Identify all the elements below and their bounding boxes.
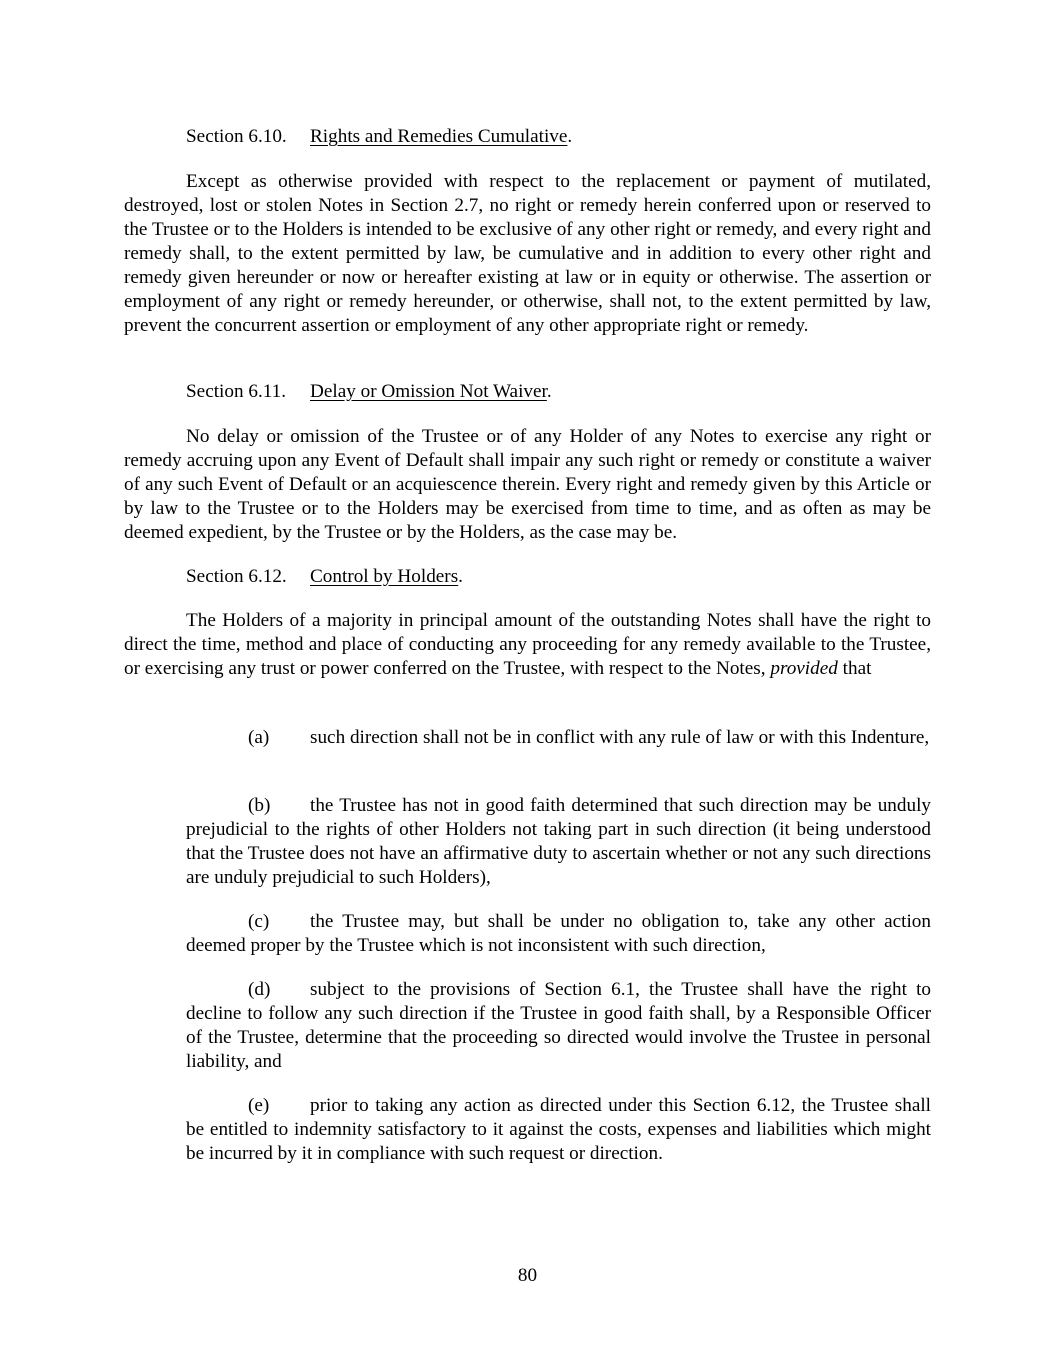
body-text: The Holders of a majority in principal amount of the outstanding Notes shall have the right to direct the time, method and place of conducting any proceeding for any remedy available to the Trustee, or exercising any trust or power conferred on the Trustee, with respect to the Notes, [124,610,931,679]
item-label: (c) [248,911,270,932]
item-text: the Trustee has not in good faith determined that such direction may be unduly prejudicial to the rights of other Holders not taking part in such direction (it being understood that the Trustee does not have an affirmative duty to ascertain whether or not any such directions are unduly prejudicial to such Holders), [186,795,931,888]
section-heading-6-11: Section 6.11. Delay or Omission Not Waiver. [186,381,552,402]
list-item [186,978,931,1074]
item-label: (b) [248,795,271,816]
list-item [186,910,931,958]
list-item [186,726,931,750]
item-text: the Trustee may, but shall be under no obligation to, take any other action deemed proper by the Trustee which is not inconsistent with such direction, [186,911,931,956]
item-text: subject to the provisions of Section 6.1, the Trustee shall have the right to decline to follow any such direction if the Trustee in good faith shall, by a Responsible Officer of the Trustee, determine that the proceeding so directed would involve the Trustee in personal liability, and [186,979,931,1072]
item-label: (d) [248,979,271,1000]
section-body-6-10: Except as otherwise provided with respect to the replacement or payment of mutilated, destroyed, lost or stolen Notes in Section 2.7, no right or remedy herein conferred upon or reserved to the Trustee or to the Holders is intended to be exclusive of any other right or remedy, and every right and remedy shall, to the extent permitted by law, be cumulative and in addition to every other right and remedy given hereunder or now or hereafter existing at law or in equity or otherwise. The assertion or employment of any right or remedy hereunder, or otherwise, shall not, to the extent permitted by law, prevent the concurrent assertion or employment of any other appropriate right or remedy. [124,171,931,336]
section-number: Section 6.11. [186,381,287,402]
section-title: Delay or Omission Not Waiver [310,381,547,402]
body-italic: provided [770,658,838,679]
section-heading-6-12: Section 6.12. Control by Holders. [186,566,463,587]
list-item [186,794,931,890]
section-heading-6-10: Section 6.10. Rights and Remedies Cumulative. [186,126,573,147]
body-tail: that [842,658,872,679]
item-text: such direction shall not be in conflict with any rule of law or with this Indenture, [310,727,930,748]
list-item [186,1094,931,1166]
item-label: (a) [248,727,270,748]
section-body-6-11: No delay or omission of the Trustee or of any Holder of any Notes to exercise any right or remedy accruing upon any Event of Default shall impair any such right or remedy or constitute a waiver of any such Event of Default or an acquiescence therein. Every right and remedy given by this Article or by law to the Trustee or to the Holders may be exercised from time to time, and as often as may be deemed expedient, by the Trustee or by the Holders, as the case may be. [124,426,931,543]
page-number: 80 [517,1265,538,1286]
section-body-6-12 [124,609,931,681]
section-number: Section 6.10. [186,126,287,147]
section-title: Control by Holders [310,566,459,587]
item-label: (e) [248,1095,270,1116]
document-page [124,0,931,1365]
item-text: prior to taking any action as directed under this Section 6.12, the Trustee shall be entitled to indemnity satisfactory to it against the costs, expenses and liabilities which might be incurred by it in compliance with such request or direction. [186,1095,931,1164]
section-number: Section 6.12. [186,566,287,587]
section-title: Rights and Remedies Cumulative [310,126,568,147]
